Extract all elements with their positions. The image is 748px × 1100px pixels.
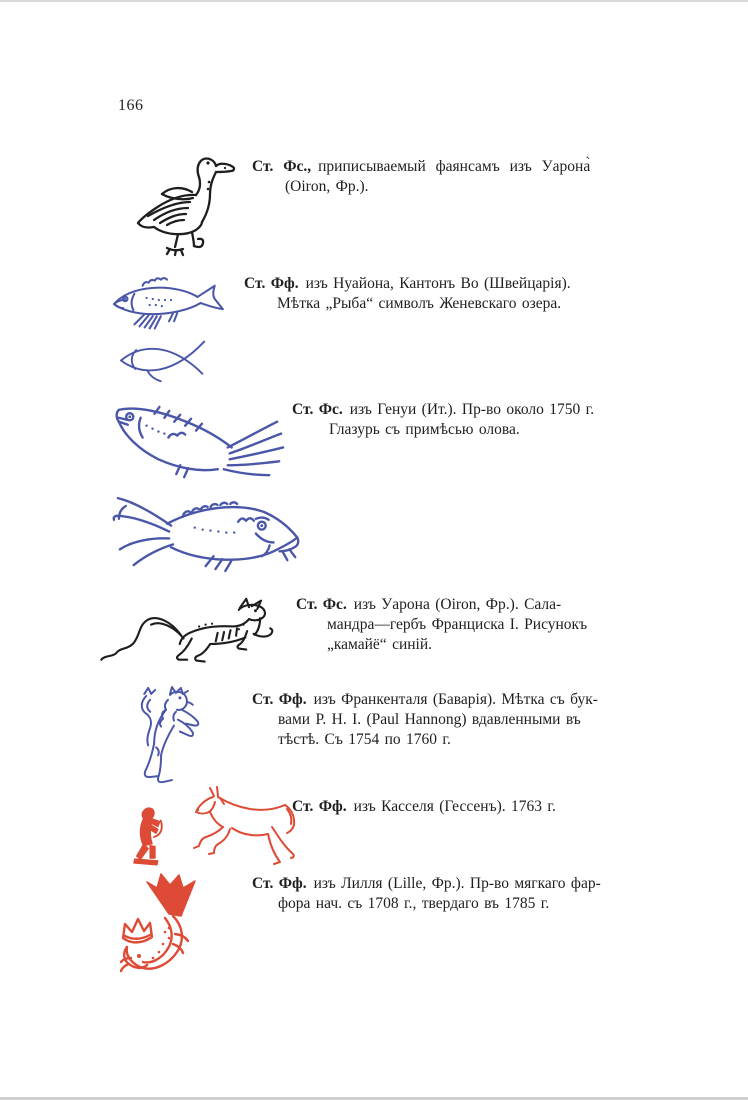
fish-large-diagonal-mark-icon: [110, 396, 290, 490]
small-lion-mark-icon: [131, 806, 177, 868]
entry-lille: [252, 874, 601, 914]
entry-oiron-salamander: [296, 595, 587, 655]
entry-line-text: изъ Нуайона, Кантонъ Во (Швейцарія).: [305, 275, 571, 292]
entry-line: (Oiron, Фр.).: [285, 178, 369, 195]
entry-line: „камайё“ синій.: [327, 636, 433, 653]
entry-line: [252, 874, 601, 894]
entry-line: Мѣтка „Рыба“ символъ Женевскаго озера.: [277, 295, 562, 312]
entry-line-text: изъ Уарона (Oiron, Фр.). Сала-: [353, 596, 562, 613]
entry-prefix: Ст. Фс.,: [252, 158, 312, 175]
fish-sketch-mark-icon: [108, 273, 230, 331]
duck-mark-icon: [130, 150, 245, 258]
entry-line: мандра—гербъ Франциска I. Рисунокъ: [327, 616, 588, 633]
entry-frankenthal: [252, 690, 598, 750]
entry-prefix: Ст. Фф.: [244, 275, 299, 292]
entry-oiron-duck: [252, 157, 590, 197]
page-number: 166: [118, 97, 144, 114]
entry-kassel: [292, 797, 556, 817]
entry-line-text: приписываемый фаянсамъ изъ Уарона̀: [318, 158, 591, 175]
entry-nyon: [244, 274, 571, 314]
entry-line: [252, 157, 590, 177]
entry-line-text: изъ Лилля (Lille, Фр.). Пр-во мягкаго фар-: [313, 875, 601, 892]
entry-line: [296, 595, 587, 615]
salamander-mark-icon: [82, 596, 284, 668]
entry-prefix: Ст. Фф.: [252, 691, 307, 708]
entry-genoa: [292, 400, 594, 440]
entry-line: [244, 274, 571, 294]
entry-line: [252, 690, 598, 710]
fish-outline-mark-icon: [115, 334, 233, 386]
entry-line: [292, 797, 556, 817]
fish-large-horizontal-mark-icon: [112, 486, 314, 590]
entry-prefix: Ст. Фф.: [252, 875, 307, 892]
entry-prefix: Ст. Фс.: [296, 596, 347, 613]
entry-line: [292, 400, 594, 420]
entry-line-text: изъ Генуи (Ит.). Пр-во около 1750 г.: [349, 401, 595, 418]
entry-line-text: изъ Касселя (Гессенъ). 1763 г.: [353, 798, 556, 815]
scan-edge-top: [0, 0, 748, 2]
entry-prefix: Ст. Фф.: [292, 798, 347, 815]
entry-line: Глазурь съ примѣсью олова.: [329, 421, 520, 438]
entry-line: тѣстѣ. Съ 1754 по 1760 г.: [278, 731, 451, 748]
lion-rampant-mark-icon: [130, 686, 208, 785]
entry-line-text: изъ Франкенталя (Баварія). Мѣтка съ бук-: [313, 691, 598, 708]
entry-line: вами P. H. I. (Paul Hannong) вдавленными въ: [278, 711, 581, 728]
crowned-dolphin-mark-icon: [116, 872, 218, 994]
entry-line: фора нач. съ 1708 г., твердаго въ 1785 г.: [278, 895, 550, 912]
entry-prefix: Ст. Фс.: [292, 401, 343, 418]
